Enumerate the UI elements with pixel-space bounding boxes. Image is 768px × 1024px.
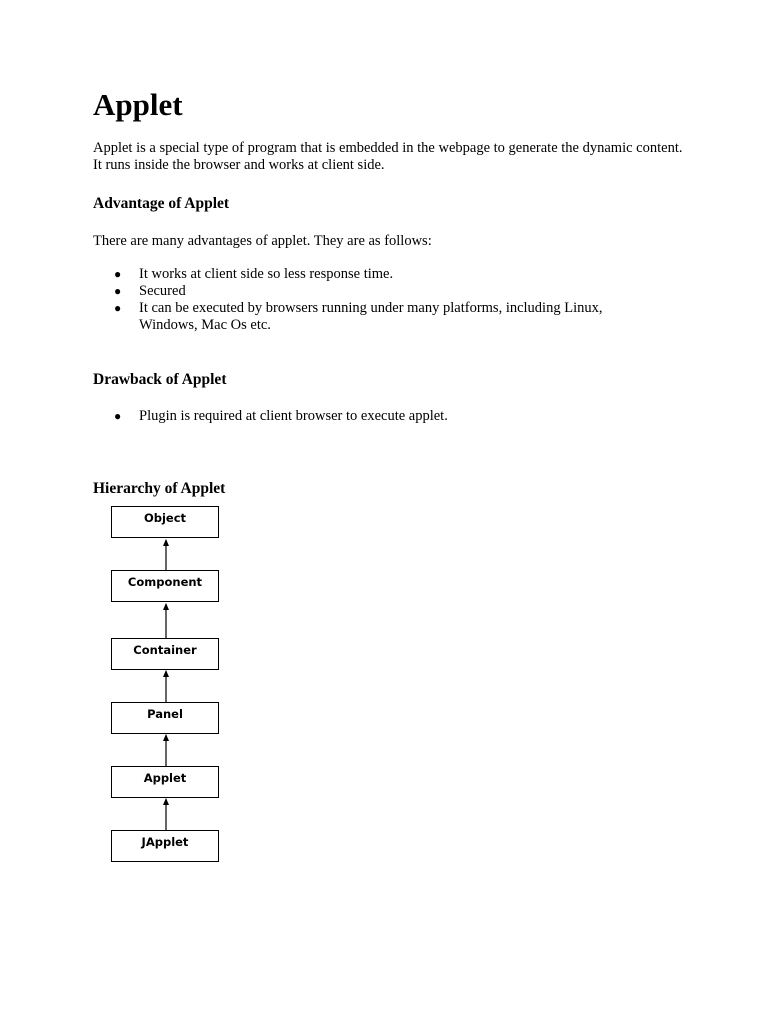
advantages-intro: There are many advantages of applet. They are as follows:	[93, 233, 432, 249]
page-title: Applet	[93, 87, 183, 122]
hierarchy-node-component: Component	[111, 570, 219, 602]
list-item-text: Plugin is required at client browser to execute applet.	[139, 408, 448, 424]
arrowhead-icon	[163, 798, 169, 805]
arrowhead-icon	[163, 734, 169, 741]
hierarchy-node-japplet: JApplet	[111, 830, 219, 862]
hierarchy-node-panel: Panel	[111, 702, 219, 734]
list-item-text: Secured	[139, 283, 186, 299]
arrowhead-icon	[163, 603, 169, 610]
bullet-icon: ●	[114, 267, 122, 281]
list-item-text: It can be executed by browsers running under many platforms, including Linux, Windows, Mac Os etc.	[139, 300, 603, 333]
list-item	[93, 283, 653, 300]
drawback-list	[93, 408, 653, 425]
list-item	[93, 408, 653, 425]
bullet-icon: ●	[114, 301, 122, 315]
hierarchy-node-container: Container	[111, 638, 219, 670]
advantages-list	[93, 266, 653, 334]
bullet-icon: ●	[114, 409, 122, 423]
bullet-icon: ●	[114, 284, 122, 298]
list-item	[93, 300, 653, 334]
intro-paragraph: Applet is a special type of program that is embedded in the webpage to generate the dynamic content. It runs inside the browser and works at client side.	[93, 140, 683, 173]
hierarchy-heading: Hierarchy of Applet	[93, 480, 226, 497]
hierarchy-node-applet: Applet	[111, 766, 219, 798]
advantages-heading: Advantage of Applet	[93, 195, 230, 212]
hierarchy-node-object: Object	[111, 506, 219, 538]
list-item	[93, 266, 653, 283]
drawback-heading: Drawback of Applet	[93, 371, 227, 388]
list-item-text: It works at client side so less response time.	[139, 266, 394, 282]
arrowhead-icon	[163, 670, 169, 677]
arrowhead-icon	[163, 539, 169, 546]
